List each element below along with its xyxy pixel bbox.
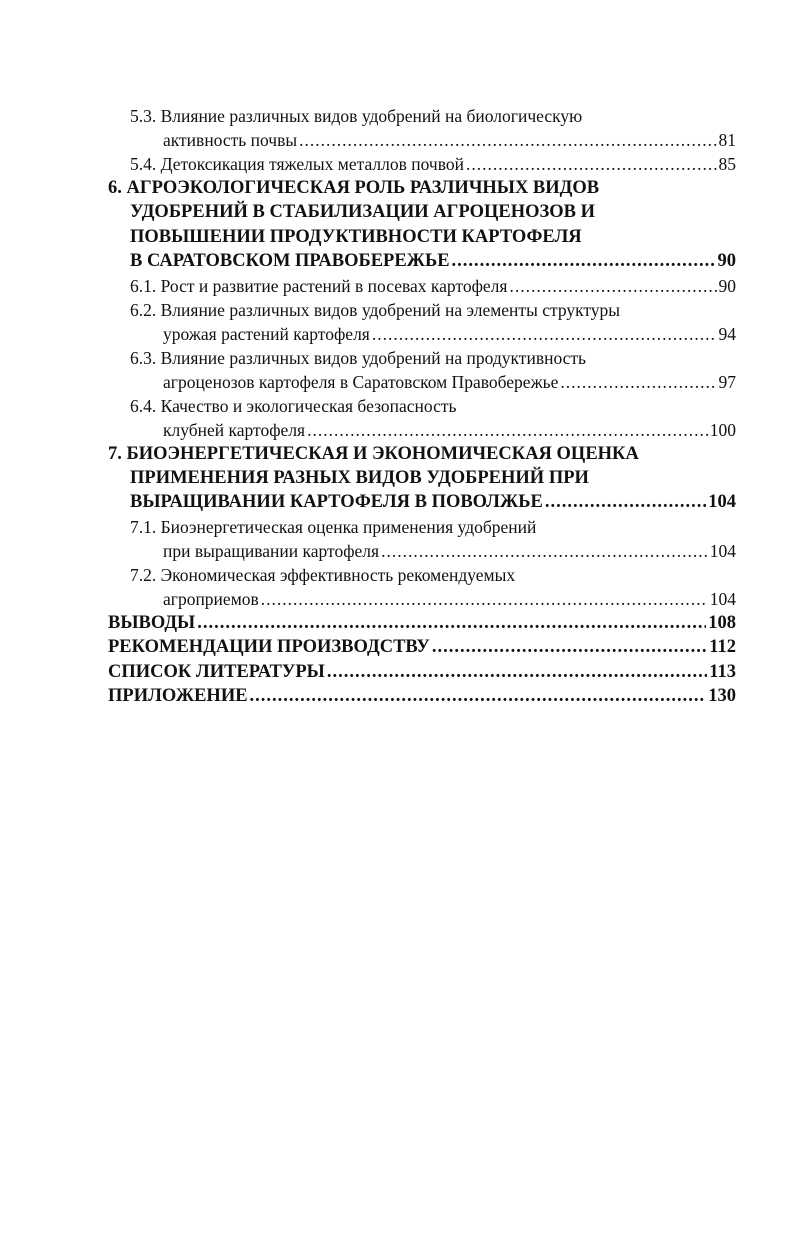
chapter-title-cont: ПРИМЕНЕНИЯ РАЗНЫХ ВИДОВ УДОБРЕНИЙ ПРИ	[130, 468, 589, 489]
page-number: 112	[709, 637, 736, 658]
entry-title-cont: при выращивании картофеля	[163, 540, 380, 561]
chapter-title-cont: УДОБРЕНИЙ В СТАБИЛИЗАЦИИ АГРОЦЕНОЗОВ И	[130, 202, 596, 223]
chapter-title-cont: В САРАТОВСКОМ ПРАВОБЕРЕЖЬЕ	[130, 251, 450, 272]
chapter-title: 6. АГРОЭКОЛОГИЧЕСКАЯ РОЛЬ РАЗЛИЧНЫХ ВИДОВ	[108, 178, 600, 198]
page-number: 90	[718, 275, 736, 296]
leader-dots	[545, 490, 706, 514]
leader-dots	[452, 249, 716, 273]
page-number: 81	[718, 130, 736, 150]
entry-title: 6.1. Рост и развитие растений в посевах картофеля	[130, 275, 508, 296]
toc-entry-6-3[interactable]	[108, 346, 736, 394]
page-number: 108	[708, 612, 736, 633]
toc-entry-7-2[interactable]	[108, 563, 736, 611]
leader-dots	[509, 274, 716, 298]
leader-dots	[372, 322, 717, 346]
section-title: ВЫВОДЫ	[108, 612, 196, 633]
toc-entry-7-1[interactable]	[108, 515, 736, 563]
chapter-title-cont: ПОВЫШЕНИИ ПРОДУКТИВНОСТИ КАРТОФЕЛЯ	[130, 226, 582, 247]
entry-title: 5.4. Детоксикация тяжелых металлов почвой	[130, 154, 464, 174]
page-number: 113	[709, 661, 736, 682]
toc-entry-5-3[interactable]	[108, 104, 736, 152]
leader-dots	[381, 539, 708, 563]
page-number: 85	[718, 154, 736, 174]
entry-title-cont: агроприемов	[163, 588, 259, 609]
page-number: 104	[709, 540, 736, 561]
entry-title-cont: урожая растений картофеля	[163, 323, 370, 344]
page-number: 97	[718, 371, 736, 392]
leader-dots	[327, 660, 707, 684]
leader-dots	[307, 418, 708, 442]
entry-title-cont: клубней картофеля	[163, 419, 306, 440]
leader-dots	[466, 152, 717, 176]
section-title: ПРИЛОЖЕНИЕ	[108, 686, 248, 707]
page-number: 94	[718, 323, 736, 344]
entry-title: 6.3. Влияние различных видов удобрений на продуктивность	[130, 347, 587, 368]
section-title: РЕКОМЕНДАЦИИ ПРОИЗВОДСТВУ	[108, 637, 430, 658]
leader-dots	[560, 370, 716, 394]
page-number: 130	[708, 686, 736, 707]
toc-references[interactable]	[108, 660, 736, 684]
section-title: СПИСОК ЛИТЕРАТУРЫ	[108, 661, 325, 682]
toc-chapter-6[interactable]	[108, 176, 736, 274]
toc-recommendations[interactable]	[108, 635, 736, 659]
toc-chapter-7[interactable]	[108, 442, 736, 515]
leader-dots	[299, 128, 716, 152]
leader-dots	[261, 587, 708, 611]
entry-title: 7.2. Экономическая эффективность рекомендуемых	[130, 564, 516, 585]
toc-appendix[interactable]	[108, 684, 736, 708]
leader-dots	[250, 684, 707, 708]
chapter-title: 7. БИОЭНЕРГЕТИЧЕСКАЯ И ЭКОНОМИЧЕСКАЯ ОЦЕНКА	[108, 443, 639, 464]
leader-dots	[432, 635, 707, 659]
entry-title: 7.1. Биоэнергетическая оценка применения удобрений	[130, 516, 537, 537]
toc-entry-5-4[interactable]	[108, 152, 736, 176]
entry-title-cont: агроценозов картофеля в Саратовском Правобережье	[163, 371, 559, 392]
page-number: 104	[709, 588, 736, 609]
entry-title: 5.3. Влияние различных видов удобрений на биологическую	[130, 106, 583, 126]
entry-title: 6.2. Влияние различных видов удобрений на элементы структуры	[130, 299, 621, 320]
entry-title: 6.4. Качество и экологическая безопасность	[130, 395, 457, 416]
page-number: 90	[717, 251, 736, 272]
page-number: 100	[709, 419, 736, 440]
toc-conclusions[interactable]	[108, 611, 736, 635]
toc-entry-6-1[interactable]	[108, 274, 736, 298]
table-of-contents	[108, 104, 736, 708]
chapter-title-cont: ВЫРАЩИВАНИИ КАРТОФЕЛЯ В ПОВОЛЖЬЕ	[130, 492, 543, 513]
page-number: 104	[708, 492, 736, 513]
leader-dots	[197, 611, 706, 635]
toc-entry-6-4[interactable]	[108, 394, 736, 442]
entry-title-cont: активность почвы	[163, 130, 298, 150]
toc-entry-6-2[interactable]	[108, 298, 736, 346]
